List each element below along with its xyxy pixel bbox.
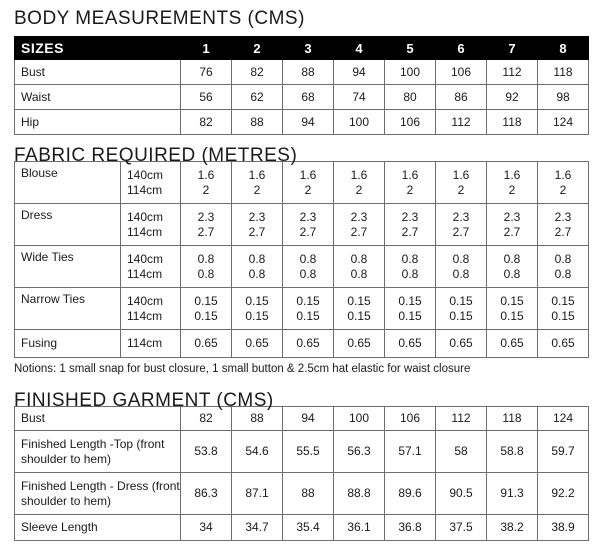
fabric-amount: 0.15 (245, 293, 269, 308)
fabric-item-label: Dress (15, 204, 121, 246)
fabric-amount: 0.15 (296, 293, 320, 308)
fabric-amount-cell (334, 162, 385, 204)
garment-label: Finished Length - Dress (front shoulder to hem) (15, 473, 181, 515)
fabric-amount-cell (436, 246, 487, 288)
measurement-value: 100 (385, 60, 436, 85)
measurement-value: 106 (385, 110, 436, 135)
fabric-width-cell (121, 288, 181, 330)
fabric-amount-cell (181, 246, 232, 288)
garment-value: 92.2 (538, 473, 589, 515)
fabric-amount: 0.8 (248, 251, 266, 266)
fabric-width-cell (121, 330, 181, 358)
garment-value: 90.5 (436, 473, 487, 515)
fabric-amount: 2 (508, 182, 516, 197)
fabric-amount: 2.7 (401, 224, 419, 239)
fabric-amount-cell (283, 162, 334, 204)
garment-value: 36.8 (385, 515, 436, 541)
measurement-value: 56 (181, 85, 232, 110)
garment-value: 34.7 (232, 515, 283, 541)
fabric-amount-cell (385, 162, 436, 204)
fabric-amount: 2.7 (503, 224, 521, 239)
fabric-amount: 0.8 (401, 251, 419, 266)
garment-value: 112 (436, 407, 487, 431)
fabric-width-cell (121, 204, 181, 246)
fabric-amount: 1.6 (452, 167, 470, 182)
fabric-amount-cell (283, 330, 334, 358)
fabric-amount-cell (283, 288, 334, 330)
size-header-cell: 5 (385, 37, 436, 60)
garment-value: 56.3 (334, 431, 385, 473)
fabric-amount-cell (385, 288, 436, 330)
fabric-amount: 1.6 (554, 167, 572, 182)
notions-note: Notions: 1 small snap for bust closure, 1 small button & 2.5cm hat elastic for waist closure (14, 363, 471, 375)
fabric-amount: 0.15 (245, 308, 269, 323)
measurement-value: 80 (385, 85, 436, 110)
fabric-amount: 0.8 (554, 251, 572, 266)
fabric-width: 140cm (127, 251, 164, 266)
fabric-amount: 0.15 (500, 293, 524, 308)
measurement-value: 112 (436, 110, 487, 135)
garment-row (15, 431, 589, 473)
body-measurements-heading: BODY MEASUREMENTS (CMS) (14, 8, 305, 29)
fabric-item-label: Fusing (15, 330, 121, 358)
fabric-row (15, 330, 589, 358)
garment-label: Sleeve Length (15, 515, 181, 541)
sizes-header-row (15, 37, 589, 60)
fabric-amount-cell (436, 204, 487, 246)
fabric-amount: 2 (355, 182, 363, 197)
fabric-amount: 2.3 (401, 209, 419, 224)
fabric-amount-cell (538, 162, 589, 204)
fabric-width: 114cm (127, 266, 163, 281)
garment-value: 91.3 (487, 473, 538, 515)
finished-garment-heading: FINISHED GARMENT (CMS) (14, 390, 274, 411)
fabric-amount-cell (538, 246, 589, 288)
fabric-amount: 0.15 (449, 293, 473, 308)
fabric-amount: 2.3 (554, 209, 572, 224)
fabric-amount: 0.15 (500, 308, 524, 323)
measurement-label: Bust (15, 60, 181, 85)
fabric-amount: 0.15 (398, 293, 422, 308)
fabric-amount: 0.65 (347, 336, 371, 350)
fabric-amount: 0.15 (194, 293, 218, 308)
fabric-width: 114cm (127, 308, 163, 323)
measurement-value: 68 (283, 85, 334, 110)
fabric-width-cell (121, 162, 181, 204)
fabric-amount: 0.8 (350, 266, 368, 281)
measurement-value: 74 (334, 85, 385, 110)
fabric-amount: 2 (559, 182, 567, 197)
garment-value: 100 (334, 407, 385, 431)
measurement-value: 94 (283, 110, 334, 135)
fabric-width: 114cm (127, 224, 163, 239)
fabric-amount: 0.15 (398, 308, 422, 323)
garment-value: 53.8 (181, 431, 232, 473)
fabric-amount: 1.6 (401, 167, 419, 182)
fabric-amount-cell (181, 204, 232, 246)
measurement-value: 124 (538, 110, 589, 135)
fabric-amount-cell (283, 204, 334, 246)
measurement-value: 88 (232, 110, 283, 135)
body-measurements-table (14, 36, 589, 135)
garment-label: Finished Length -Top (front shoulder to hem) (15, 431, 181, 473)
size-header-cell: 3 (283, 37, 334, 60)
fabric-amount-cell (181, 162, 232, 204)
garment-value: 35.4 (283, 515, 334, 541)
garment-value: 57.1 (385, 431, 436, 473)
fabric-amount: 2.7 (350, 224, 368, 239)
fabric-amount: 2.3 (452, 209, 470, 224)
fabric-amount: 0.65 (245, 336, 269, 350)
fabric-amount-cell (385, 246, 436, 288)
fabric-amount: 0.8 (299, 251, 317, 266)
garment-value: 34 (181, 515, 232, 541)
garment-value: 124 (538, 407, 589, 431)
fabric-amount-cell (538, 330, 589, 358)
size-header-cell: 7 (487, 37, 538, 60)
fabric-width: 140cm (127, 167, 164, 182)
measurement-value: 98 (538, 85, 589, 110)
garment-value: 38.9 (538, 515, 589, 541)
fabric-row (15, 204, 589, 246)
fabric-amount: 0.65 (449, 336, 473, 350)
measurement-value: 100 (334, 110, 385, 135)
fabric-amount-cell (334, 246, 385, 288)
fabric-amount: 2 (457, 182, 465, 197)
measurement-value: 94 (334, 60, 385, 85)
garment-value: 38.2 (487, 515, 538, 541)
fabric-amount: 0.15 (296, 308, 320, 323)
fabric-amount: 1.6 (503, 167, 521, 182)
fabric-width: 140cm (127, 293, 164, 308)
garment-value: 94 (283, 407, 334, 431)
measurement-value: 76 (181, 60, 232, 85)
fabric-amount-cell (538, 288, 589, 330)
fabric-amount-cell (436, 330, 487, 358)
fabric-amount-cell (487, 204, 538, 246)
garment-value: 58.8 (487, 431, 538, 473)
fabric-amount: 2.7 (299, 224, 317, 239)
fabric-amount-cell (232, 246, 283, 288)
measurement-value: 88 (283, 60, 334, 85)
size-header-cell: 2 (232, 37, 283, 60)
body-measurement-row (15, 60, 589, 85)
measurement-value: 106 (436, 60, 487, 85)
measurement-value: 62 (232, 85, 283, 110)
fabric-amount: 0.15 (347, 308, 371, 323)
fabric-amount: 2.3 (248, 209, 266, 224)
fabric-amount: 2.3 (299, 209, 317, 224)
garment-value: 88 (283, 473, 334, 515)
measurement-value: 118 (487, 110, 538, 135)
fabric-amount: 2.3 (197, 209, 215, 224)
fabric-amount-cell (436, 162, 487, 204)
garment-value: 87.1 (232, 473, 283, 515)
fabric-width: 140cm (127, 209, 164, 224)
fabric-row (15, 288, 589, 330)
fabric-amount: 0.15 (347, 293, 371, 308)
garment-row (15, 515, 589, 541)
garment-value: 106 (385, 407, 436, 431)
fabric-amount: 0.8 (248, 266, 266, 281)
fabric-item-label: Narrow Ties (15, 288, 121, 330)
fabric-amount-cell (181, 330, 232, 358)
measurement-value: 112 (487, 60, 538, 85)
fabric-amount: 0.65 (398, 336, 422, 350)
fabric-amount: 0.65 (194, 336, 218, 350)
fabric-row (15, 246, 589, 288)
fabric-amount-cell (232, 162, 283, 204)
fabric-amount: 0.8 (503, 266, 521, 281)
garment-value: 86.3 (181, 473, 232, 515)
garment-value: 118 (487, 407, 538, 431)
garment-label: Bust (15, 407, 181, 431)
measurement-label: Waist (15, 85, 181, 110)
garment-value: 88 (232, 407, 283, 431)
garment-value: 54.6 (232, 431, 283, 473)
size-header-cell: 1 (181, 37, 232, 60)
body-measurement-row (15, 85, 589, 110)
size-header-cell: 8 (538, 37, 589, 60)
fabric-width: 114cm (127, 182, 163, 197)
fabric-amount: 0.65 (296, 336, 320, 350)
fabric-amount: 2.7 (554, 224, 572, 239)
garment-value: 37.5 (436, 515, 487, 541)
garment-value: 59.7 (538, 431, 589, 473)
fabric-amount: 2.3 (350, 209, 368, 224)
fabric-row (15, 162, 589, 204)
sizes-label: SIZES (15, 37, 181, 60)
fabric-amount: 0.8 (503, 251, 521, 266)
fabric-amount-cell (334, 204, 385, 246)
garment-value: 36.1 (334, 515, 385, 541)
fabric-width: 114cm (127, 336, 163, 350)
fabric-amount-cell (538, 204, 589, 246)
fabric-amount: 0.65 (500, 336, 524, 350)
fabric-required-table (14, 161, 589, 358)
fabric-amount-cell (436, 288, 487, 330)
fabric-amount: 0.8 (197, 251, 215, 266)
fabric-amount: 2 (253, 182, 261, 197)
fabric-amount: 0.8 (197, 266, 215, 281)
size-header-cell: 6 (436, 37, 487, 60)
fabric-width-cell (121, 246, 181, 288)
fabric-amount: 0.8 (299, 266, 317, 281)
measurement-value: 92 (487, 85, 538, 110)
measurement-value: 82 (181, 110, 232, 135)
fabric-amount-cell (334, 288, 385, 330)
measurement-value: 82 (232, 60, 283, 85)
fabric-amount-cell (487, 288, 538, 330)
measurement-label: Hip (15, 110, 181, 135)
fabric-amount: 0.8 (350, 251, 368, 266)
fabric-amount: 1.6 (248, 167, 266, 182)
fabric-amount: 0.65 (551, 336, 575, 350)
fabric-amount-cell (181, 288, 232, 330)
fabric-amount: 0.15 (194, 308, 218, 323)
fabric-amount: 2.3 (503, 209, 521, 224)
fabric-amount: 2 (406, 182, 414, 197)
size-chart-sheet (14, 0, 588, 541)
fabric-amount-cell (487, 162, 538, 204)
fabric-amount: 1.6 (299, 167, 317, 182)
garment-value: 82 (181, 407, 232, 431)
fabric-amount: 0.8 (452, 251, 470, 266)
body-measurement-row (15, 110, 589, 135)
garment-value: 55.5 (283, 431, 334, 473)
fabric-amount-cell (487, 246, 538, 288)
fabric-amount-cell (385, 330, 436, 358)
fabric-item-label: Wide Ties (15, 246, 121, 288)
garment-value: 89.6 (385, 473, 436, 515)
fabric-amount-cell (232, 204, 283, 246)
fabric-amount: 2.7 (248, 224, 266, 239)
fabric-item-label: Blouse (15, 162, 121, 204)
fabric-amount: 2 (304, 182, 312, 197)
fabric-amount: 0.8 (554, 266, 572, 281)
fabric-amount-cell (487, 330, 538, 358)
fabric-amount: 0.8 (401, 266, 419, 281)
size-header-cell: 4 (334, 37, 385, 60)
fabric-amount: 0.15 (551, 293, 575, 308)
fabric-amount-cell (385, 204, 436, 246)
fabric-amount-cell (283, 246, 334, 288)
fabric-amount: 0.15 (551, 308, 575, 323)
garment-value: 58 (436, 431, 487, 473)
fabric-amount: 2 (202, 182, 210, 197)
fabric-amount: 2.7 (452, 224, 470, 239)
fabric-amount: 1.6 (350, 167, 368, 182)
fabric-amount-cell (232, 330, 283, 358)
fabric-required-heading: FABRIC REQUIRED (METRES) (14, 145, 298, 166)
fabric-amount: 1.6 (197, 167, 215, 182)
measurement-value: 86 (436, 85, 487, 110)
fabric-amount: 0.15 (449, 308, 473, 323)
fabric-amount-cell (232, 288, 283, 330)
fabric-amount-cell (334, 330, 385, 358)
fabric-amount: 2.7 (197, 224, 215, 239)
measurement-value: 118 (538, 60, 589, 85)
finished-garment-table (14, 406, 589, 541)
fabric-amount: 0.8 (452, 266, 470, 281)
garment-value: 88.8 (334, 473, 385, 515)
garment-row (15, 473, 589, 515)
